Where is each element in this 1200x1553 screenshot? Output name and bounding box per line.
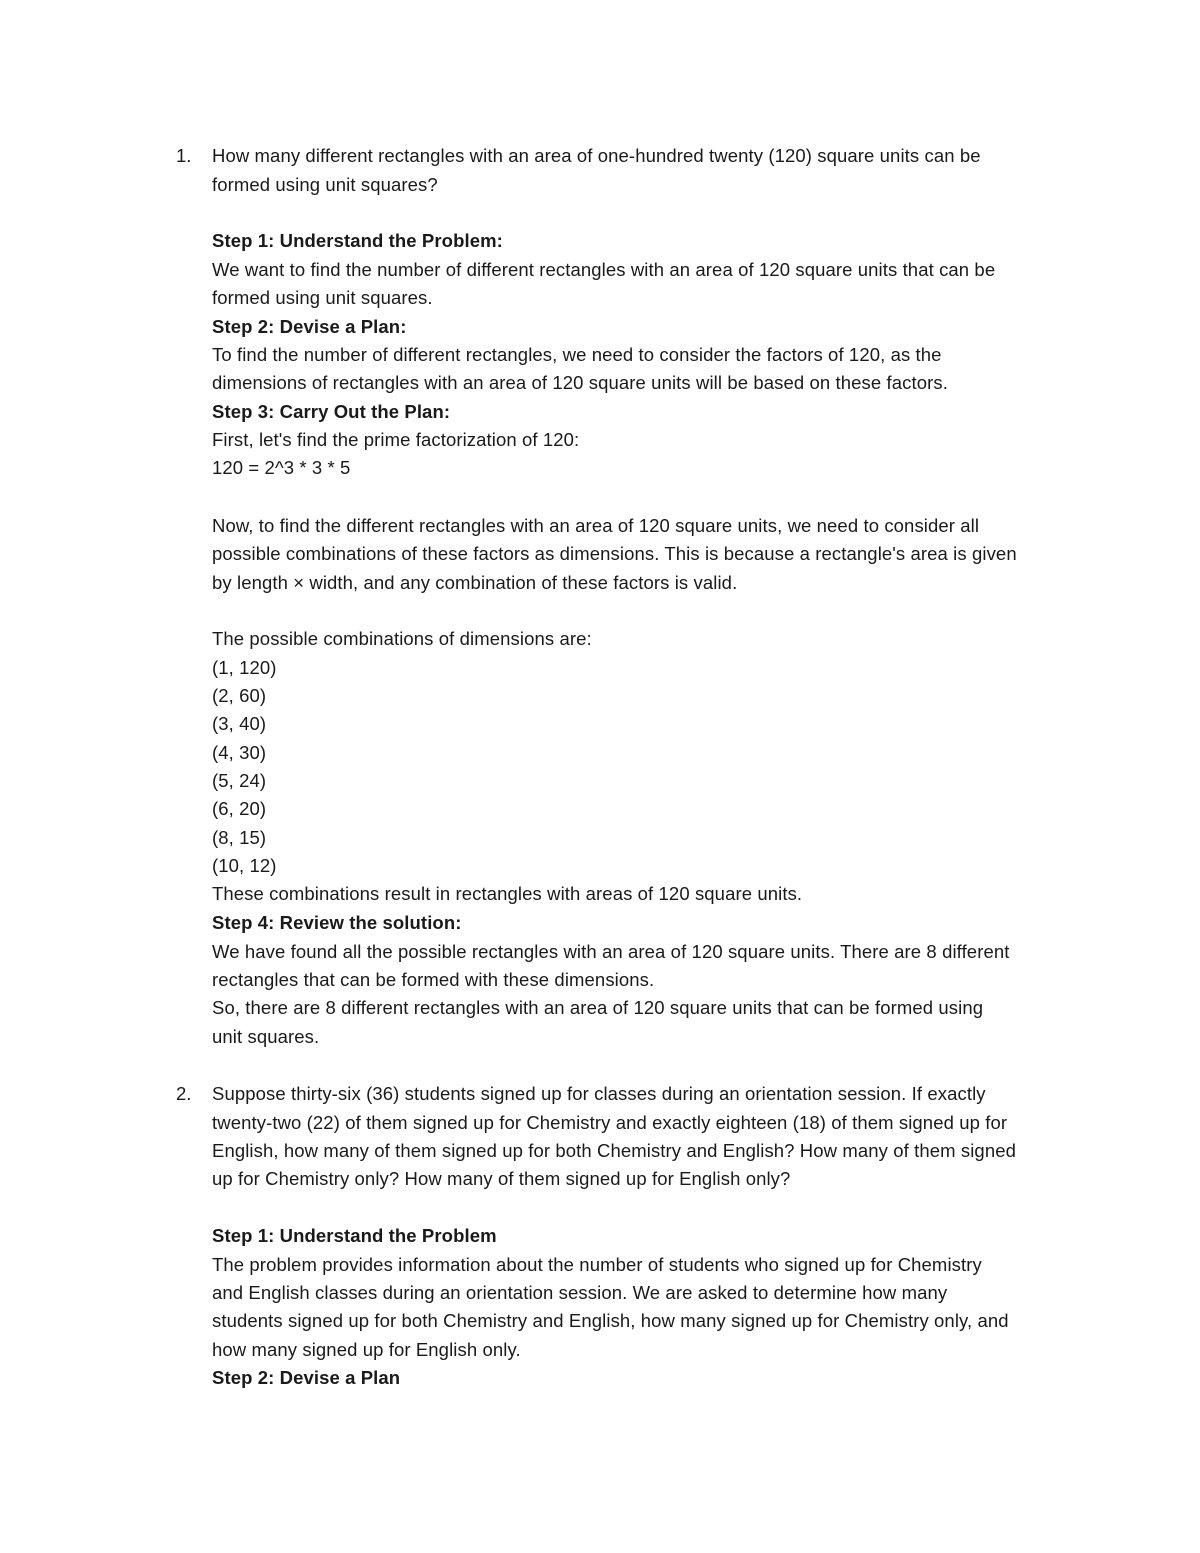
q1-step-2-line: dimensions of rectangles with an area of 120 square units will be based on these factors. xyxy=(212,372,948,393)
question-2-text-line: English, how many of them signed up for both Chemistry and English? How many of them signed xyxy=(212,1140,1016,1161)
q1-step-3-line: First, let's find the prime factorization of 120: xyxy=(212,429,580,450)
q1-step-3-line: The possible combinations of dimensions are: xyxy=(212,628,592,649)
dimension-pair: (10, 12) xyxy=(212,855,277,876)
q1-step-3-line: Now, to find the different rectangles with an area of 120 square units, we need to consider all xyxy=(212,515,980,536)
q1-step-4-line: We have found all the possible rectangles with an area of 120 square units. There are 8 different xyxy=(212,941,1010,962)
q1-step-1-line: We want to find the number of different rectangles with an area of 120 square units that can be xyxy=(212,259,996,280)
q2-step-2-heading: Step 2: Devise a Plan xyxy=(212,1367,401,1388)
q1-step-4-line: unit squares. xyxy=(212,1026,320,1047)
q2-step-1-line: how many signed up for English only. xyxy=(212,1339,521,1360)
question-2-text-line: up for Chemistry only? How many of them signed up for English only? xyxy=(212,1168,791,1189)
q1-step-4-line: So, there are 8 different rectangles with an area of 120 square units that can be formed using xyxy=(212,997,984,1018)
q1-step-3-heading: Step 3: Carry Out the Plan: xyxy=(212,401,451,422)
question-1-number: 1. xyxy=(176,145,192,166)
question-2-number: 2. xyxy=(176,1083,192,1104)
question-1-text-line-2: formed using unit squares? xyxy=(212,174,438,195)
dimension-pair: (5, 24) xyxy=(212,770,267,791)
q1-step-3-line: possible combinations of these factors as dimensions. This is because a rectangle's area is given xyxy=(212,543,1017,564)
q1-step-3-line: 120 = 2^3 * 3 * 5 xyxy=(212,457,351,478)
dimension-pair: (6, 20) xyxy=(212,798,267,819)
q1-step-3-line: These combinations result in rectangles with areas of 120 square units. xyxy=(212,883,803,904)
dimension-pair: (2, 60) xyxy=(212,685,267,706)
question-1-text-line-1: How many different rectangles with an area of one-hundred twenty (120) square units can be xyxy=(212,145,981,166)
question-2-text-line: Suppose thirty-six (36) students signed up for classes during an orientation session. If exactly xyxy=(212,1083,986,1104)
q1-step-1-heading: Step 1: Understand the Problem: xyxy=(212,230,503,251)
dimension-pair: (4, 30) xyxy=(212,742,267,763)
q2-step-1-line: students signed up for both Chemistry and English, how many signed up for Chemistry only, and xyxy=(212,1310,1009,1331)
q1-step-4-heading: Step 4: Review the solution: xyxy=(212,912,462,933)
dimension-pair: (1, 120) xyxy=(212,657,277,678)
q2-step-1-line: The problem provides information about the number of students who signed up for Chemistry xyxy=(212,1254,982,1275)
q1-step-4-line: rectangles that can be formed with these dimensions. xyxy=(212,969,655,990)
question-2-text-line: twenty-two (22) of them signed up for Chemistry and exactly eighteen (18) of them signed up for xyxy=(212,1112,1008,1133)
dimension-pair: (3, 40) xyxy=(212,713,267,734)
q1-step-2-line: To find the number of different rectangles, we need to consider the factors of 120, as the xyxy=(212,344,942,365)
q1-step-2-heading: Step 2: Devise a Plan: xyxy=(212,316,407,337)
q1-step-1-line: formed using unit squares. xyxy=(212,287,433,308)
q2-step-1-line: and English classes during an orientation session. We are asked to determine how many xyxy=(212,1282,948,1303)
q2-step-1-heading: Step 1: Understand the Problem xyxy=(212,1225,497,1246)
q1-step-3-line: by length × width, and any combination of these factors is valid. xyxy=(212,572,738,593)
dimension-pair: (8, 15) xyxy=(212,827,267,848)
